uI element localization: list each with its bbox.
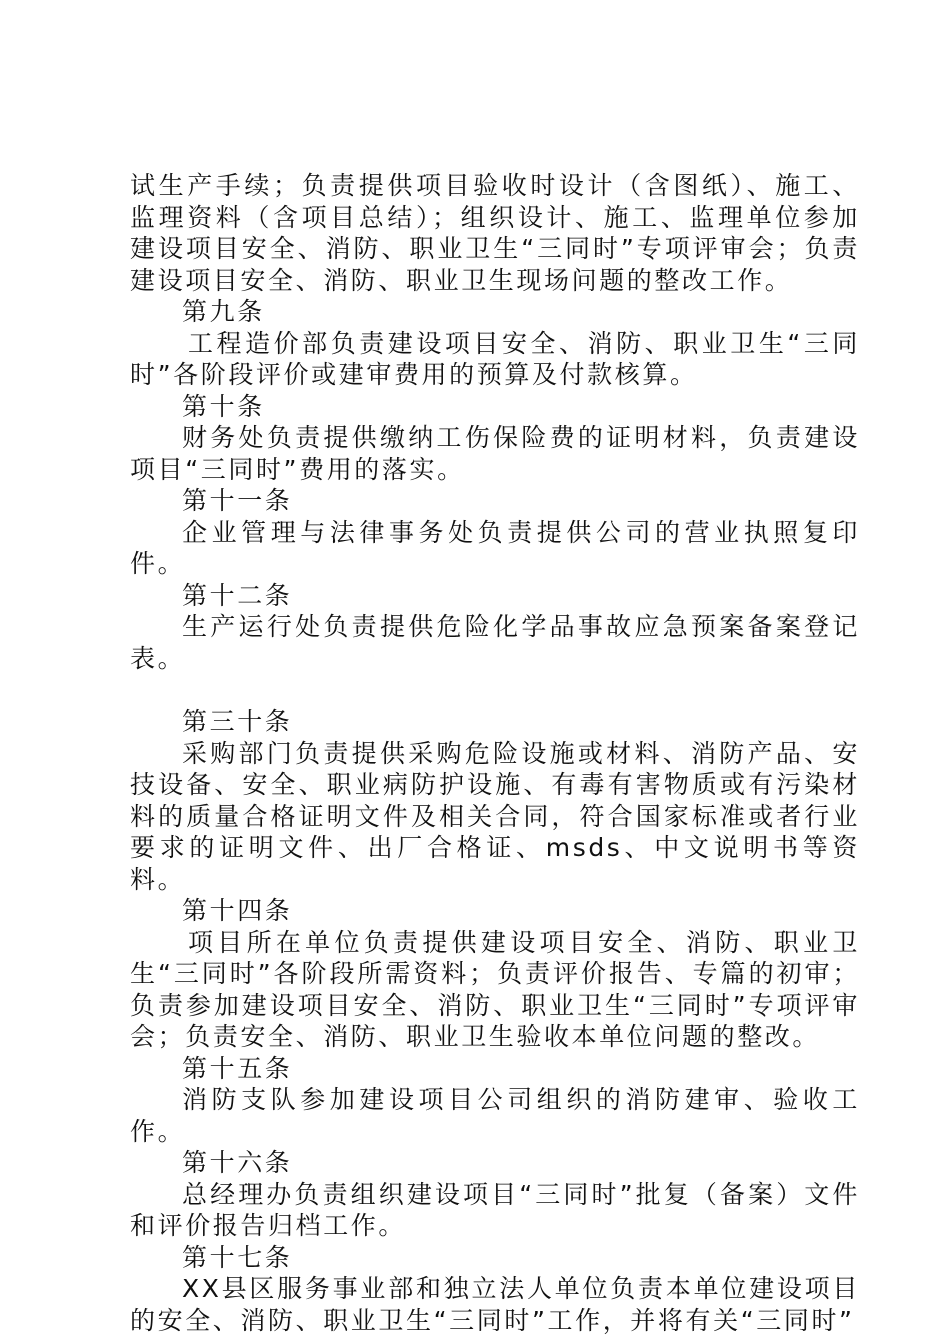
article-11-body: 企业管理与法律事务处负责提供公司的营业执照复印件。: [130, 517, 860, 578]
article-heading-17: 第十七条: [182, 1242, 293, 1272]
paragraph-continuation: 试生产手续；负责提供项目验收时设计（含图纸）、施工、监理资料（含项目总结）；组织设计、施工、监理单位参加建设项目安全、消防、职业卫生“三同时”专项评审会；负责建设项目安全、消防、职业卫生现场问题的整改工作。: [130, 171, 860, 295]
article-15-body: 消防支队参加建设项目公司组织的消防建审、验收工作。: [130, 1085, 860, 1146]
article-14-body: 项目所在单位负责提供建设项目安全、消防、职业卫生“三同时”各阶段所需资料；负责评价报告、专篇的初审；负责参加建设项目安全、消防、职业卫生“三同时”专项评审会；负责安全、消防、职业卫生验收本单位问题的整改。: [130, 927, 860, 1051]
article-16-body: 总经理办负责组织建设项目“三同时”批复（备案）文件和评价报告归档工作。: [130, 1179, 860, 1240]
article-30-body: 采购部门负责提供采购危险设施或材料、消防产品、安技设备、安全、职业病防护设施、有毒有害物质或有污染材料的质量合格证明文件及相关合同，符合国家标准或者行业要求的证明文件、出厂合格证、msds、中文说明书等资料。: [130, 738, 860, 894]
article-heading-9: 第九条: [182, 297, 265, 326]
article-heading-14: 第十四条: [182, 896, 293, 925]
article-heading-15: 第十五条: [182, 1053, 293, 1083]
article-heading-16: 第十六条: [182, 1148, 293, 1177]
article-heading-11: 第十一条: [182, 486, 293, 515]
article-heading-12: 第十二条: [182, 580, 293, 610]
article-12-body: 生产运行处负责提供危险化学品事故应急预案备案登记表。: [130, 612, 860, 673]
article-9-body: 工程造价部负责建设项目安全、消防、职业卫生“三同时”各阶段评价或建审费用的预算及付款核算。: [130, 328, 860, 389]
article-17-body: XX县区服务事业部和独立法人单位负责本单位建设项目的安全、消防、职业卫生“三同时”工作，并将有关“三同时”: [130, 1274, 860, 1335]
paragraph-gap: [130, 674, 860, 706]
article-heading-10: 第十条: [182, 391, 265, 421]
article-10-body: 财务处负责提供缴纳工伤保险费的证明材料，负责建设项目“三同时”费用的落实。: [130, 423, 860, 484]
article-heading-30: 第三十条: [182, 707, 293, 736]
